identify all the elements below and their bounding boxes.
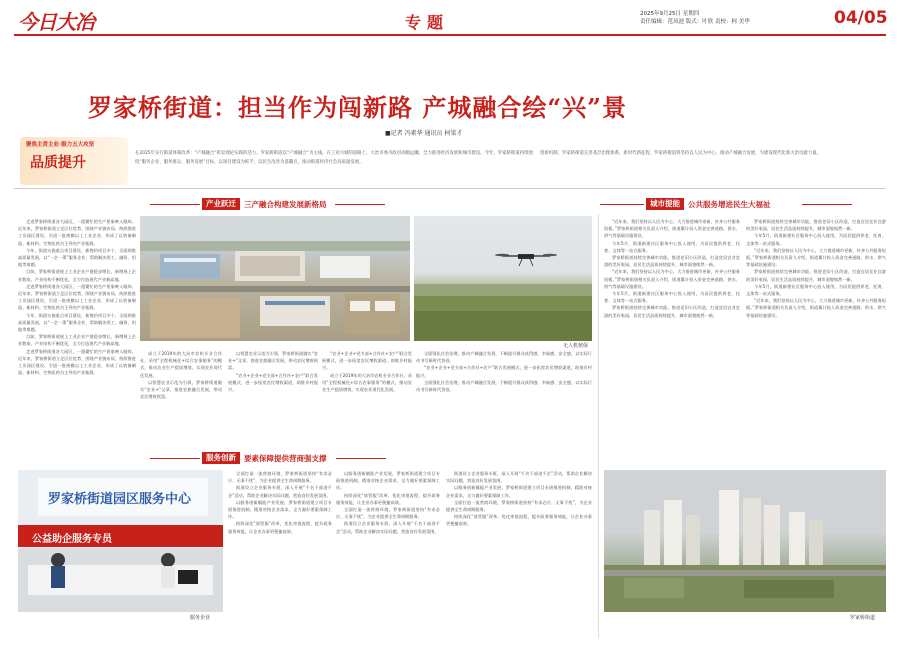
subhead-title: 要素保障提供营商强支撑: [244, 453, 327, 463]
paragraph: 成立于2019年的大冶市农机专业合作社，采用“全程机械化+综合农事服务”的模式，推动农业生产提质增效，实现农业现代化发展。: [322, 372, 412, 393]
page-number: 04/05: [834, 8, 888, 28]
paragraph: “近年来，我们坚持以人民为中心，大力推进城市更新，补齐公共服务短板。”罗家桥街道相关负责人介绍，街道累计投入资金完善道路、供水、供气等基础设施建设。: [746, 247, 886, 268]
paragraph: 以智慧农业示范为引领，罗家桥街道做实“农业+”文章，推进农旅融合发展，带动农民增收致富。: [228, 351, 318, 371]
kicker-main: 品质提升: [30, 155, 86, 171]
subhead-rule: [335, 204, 385, 205]
city-illustration: [604, 470, 886, 612]
subhead-service: [202, 452, 327, 464]
subhead-tag: 产业跃迁: [202, 198, 240, 210]
paragraph: 以智慧农业示范为引领，罗家桥街道做实“农业+”文章，推进农旅融合发展，带动农民增收致富。: [140, 379, 222, 400]
intro-rule: [14, 188, 886, 189]
article-column: [336, 470, 440, 630]
kicker-badge: [20, 137, 128, 185]
subhead-rule: [150, 458, 200, 459]
photo-caption: 服务企业: [190, 615, 211, 621]
paragraph: 全面打造一流营商环境，罗家桥街道坚持“有求必应、无事不扰”，为企业提供全生命周期服务。: [336, 507, 440, 520]
paragraph: 罗家桥街道持续完善城市功能，推进老旧小区改造，打造宜居宜业宜游的美好家园，居民生活品质持续提升，城市面貌焕然一新。: [746, 269, 886, 282]
subhead-tag: 服务创新: [202, 452, 240, 464]
drone-icon: [414, 216, 592, 341]
paragraph: “近年来，我们坚持以人民为中心，大力推进城市更新，补齐公共服务短板。”罗家桥街道相关负责人介绍，街道累计投入资金完善道路、供水、供气等基础设施建设。: [604, 219, 740, 239]
article-column: [228, 470, 332, 630]
paragraph: 走进罗家桥街道各大园区，一派繁忙的生产景象映入眼帘。近年来，罗家桥街道立足区位优势，围绕产业链布局，持续推进工业园区建设，引进一批规模以上工业企业，形成了以装备制造、新材料、生物医药为主导的产业集群。: [18, 348, 136, 376]
paragraph: 罗家桥街道持续完善城市功能，推进老旧小区改造，打造宜居宜业宜游的美好家园，居民生活品质持续提升，城市面貌焕然一新。: [746, 219, 886, 232]
intro-left: 在2025年实行街道体制改革：“产城融合”彰显理论实践的活力。罗家桥街道以“产城融合”为主线，在工业兴城的道路上，大冶市委市政府高瞻远瞩，全力推进经济发展和城市建设。今年，罗家桥街道持续围绕“服务企业、服务群众、服务发展”目标，以项目建设为抓手，以民生改善为落脚点，推动街道经济社会高质量发展。: [135, 151, 533, 165]
service-center-sign: 罗家桥街道园区服务中心: [48, 492, 192, 507]
paragraph: 以服务创新赋能产业发展，罗家桥街道建立项目专班推进机制，精准对接企业需求，全力做好要素保障工作。: [446, 485, 592, 498]
dateline: [640, 10, 800, 26]
service-center-photo: [18, 470, 223, 612]
paragraph: 今年5月，街道新建社区服务中心投入使用，为居民提供养老、托育、文体等一站式服务。: [604, 240, 740, 253]
article-column: [746, 218, 886, 446]
paragraph: 今年5月，街道新建社区服务中心投入使用，为居民提供养老、托育、文体等一站式服务。: [746, 283, 886, 297]
paragraph: 全面打造一流营商环境，罗家桥街道坚持“有求必应、无事不扰”，为企业提供全生命周期服务。: [228, 471, 332, 484]
drone-photo: [414, 216, 592, 341]
subhead-rule: [600, 204, 644, 205]
paragraph: 成立于2019年的大冶市农机专业合作社，采用“全程机械化+综合农事服务”的模式，推动农业生产提质增效，实现农业现代化发展。: [140, 351, 222, 378]
subhead-title: 公共服务增进民生大福祉: [688, 199, 771, 209]
date-text: 2025年9月25日 星期四: [640, 11, 700, 17]
paragraph: 持续深化“放管服”改革，优化审批流程，提升政务服务效能，让企业办事更便捷高效。: [446, 514, 592, 527]
article-column: [322, 350, 412, 446]
paragraph: 今年，街道实施重点项目建设，新签约项目多个，全面助推高质量发展，以“一企一策”服务企业，帮助解决用工、融资、用地等难题。: [18, 312, 136, 333]
article-column: [18, 218, 136, 456]
intro-right: 创新机制，罗家桥街道完善基层治理体系，新时代新征程，罗家桥街道将坚持以人民为中心，推动产城融合发展，为建设现代化新大冶贡献力量。: [540, 151, 822, 156]
masthead-logo: 今日大冶: [18, 10, 94, 34]
page-header: [0, 0, 900, 38]
paragraph: “近年来，我们坚持以人民为中心，大力推进城市更新，补齐公共服务短板。”罗家桥街道相关负责人介绍，街道累计投入资金完善道路、供水、供气等基础设施建设。: [604, 269, 740, 289]
paragraph: 全面打造一流营商环境，罗家桥街道坚持“有求必应、无事不扰”，为企业提供全生命周期服务。: [446, 499, 592, 513]
article-column: [228, 350, 318, 446]
byline: ■记者 冯素华 通讯员 柯梁才: [385, 130, 463, 137]
photo-caption: 无人机植保: [563, 343, 589, 349]
paragraph: 今年，街道实施重点项目建设，新签约项目多个，全面助推高质量发展，以“一企一策”服务企业，帮助解决用工、融资、用地等难题。: [18, 247, 136, 268]
industrial-park-photo: [140, 216, 410, 341]
paragraph: 街道设立企业服务专班，深入开展“千名干部进千企”活动，帮助企业解决实际问题，营造良好发展氛围。: [336, 521, 440, 534]
paragraph: “农业+企业+党支部+合作社+农户”联合发展模式，进一步拓宽农民增收渠道，助推乡村振兴。: [228, 372, 318, 393]
subhead-tag: 城市提能: [646, 198, 684, 210]
subhead-title: 三产融合构建发展新格局: [244, 199, 327, 209]
paragraph: 持续深化“放管服”改革，优化审批流程，提升政务服务效能，让企业办事更便捷高效。: [336, 492, 440, 505]
subhead-city: [646, 198, 771, 210]
section-name: 专题: [405, 13, 450, 32]
paragraph: 以服务创新赋能产业发展，罗家桥街道建立项目专班推进机制，精准对接企业需求，全力做好要素保障工作。: [228, 499, 332, 520]
paragraph: 目前，罗家桥街道规上工业企业产值稳步增长，新增规上企业数家，产业结构不断优化，全力打造现代产业新高地。: [18, 269, 136, 282]
paragraph: 以服务创新赋能产业发展，罗家桥街道建立项目专班推进机制，精准对接企业需求，全力做好要素保障工作。: [336, 471, 440, 491]
subhead-industry: [202, 198, 327, 210]
paragraph: 罗家桥街道持续完善城市功能，推进老旧小区改造，打造宜居宜业宜游的美好家园，居民生活品质持续提升，城市面貌焕然一新。: [604, 305, 740, 318]
paragraph: 今年5月，街道新建社区服务中心投入使用，为居民提供养老、托育、文体等一站式服务。: [604, 291, 740, 304]
header-rule: [14, 34, 886, 36]
industrial-park-illustration: [140, 216, 410, 341]
kicker-sub: 聚焦主责主业·服力五大攻坚: [26, 142, 95, 148]
article-column: [446, 470, 592, 630]
headline: 罗家桥街道：担当作为闯新路 产城融合绘“兴”景: [88, 93, 627, 122]
service-banner: 公益助企服务专员: [32, 534, 112, 545]
paragraph: 持续深化“放管服”改革，优化审批流程，提升政务服务效能，让企业办事更便捷高效。: [228, 521, 332, 534]
paragraph: 走进罗家桥街道各大园区，一派繁忙的生产景象映入眼帘。近年来，罗家桥街道立足区位优势，围绕产业链布局，持续推进工业园区建设，引进一批规模以上工业企业，形成了以装备制造、新材料、生物医药为主导的产业集群。: [18, 283, 136, 311]
subhead-rule: [336, 458, 386, 459]
paragraph: “农业+企业+党支部+合作社+农户”联合发展模式，进一步拓宽农民增收渠道，助推乡村振兴。: [322, 351, 412, 371]
subhead-rule: [150, 204, 200, 205]
article-column: [416, 350, 592, 446]
column-divider: [598, 214, 599, 638]
paragraph: “近年来，我们坚持以人民为中心，大力推进城市更新，补齐公共服务短板。”罗家桥街道相关负责人介绍，街道累计投入资金完善道路、供水、供气等基础设施建设。: [746, 298, 886, 318]
paragraph: 街道设立企业服务专班，深入开展“千名干部进千企”活动，帮助企业解决实际问题，营造良好发展氛围。: [228, 485, 332, 498]
paragraph: 罗家桥街道持续完善城市功能，推进老旧小区改造，打造宜居宜业宜游的美好家园，居民生活品质持续提升，城市面貌焕然一新。: [604, 255, 740, 268]
article-column: [140, 350, 222, 446]
subhead-rule: [802, 204, 852, 205]
paragraph: 街道设立企业服务专班，深入开展“千名干部进千企”活动，帮助企业解决实际问题，营造良好发展氛围。: [446, 471, 592, 484]
editors-text: 责任编辑：范凤池 版式：叶欣 责校：柯 美华: [640, 19, 750, 25]
city-photo: [604, 470, 886, 612]
paragraph: 今年5月，街道新建社区服务中心投入使用，为居民提供养老、托育、文体等一站式服务。: [746, 233, 886, 246]
article-column: [604, 218, 740, 446]
paragraph: 全面强化社会治理，推动产城融合发展，不断提升群众获得感、幸福感、安全感，以实际行动书写新时代答卷。: [416, 351, 592, 364]
paragraph: 走进罗家桥街道各大园区，一派繁忙的生产景象映入眼帘。近年来，罗家桥街道立足区位优势，围绕产业链布局，持续推进工业园区建设，引进一批规模以上工业企业，形成了以装备制造、新材料、生物医药为主导的产业集群。: [18, 219, 136, 246]
photo-caption: 罗家桥街道: [850, 615, 876, 621]
paragraph: 全面强化社会治理，推动产城融合发展，不断提升群众获得感、幸福感、安全感，以实际行动书写新时代答卷。: [416, 379, 592, 393]
paragraph: “农业+企业+党支部+合作社+农户”联合发展模式，进一步拓宽农民增收渠道，助推乡村振兴。: [416, 365, 592, 378]
paragraph: 目前，罗家桥街道规上工业企业产值稳步增长，新增规上企业数家，产业结构不断优化，全力打造现代产业新高地。: [18, 334, 136, 347]
